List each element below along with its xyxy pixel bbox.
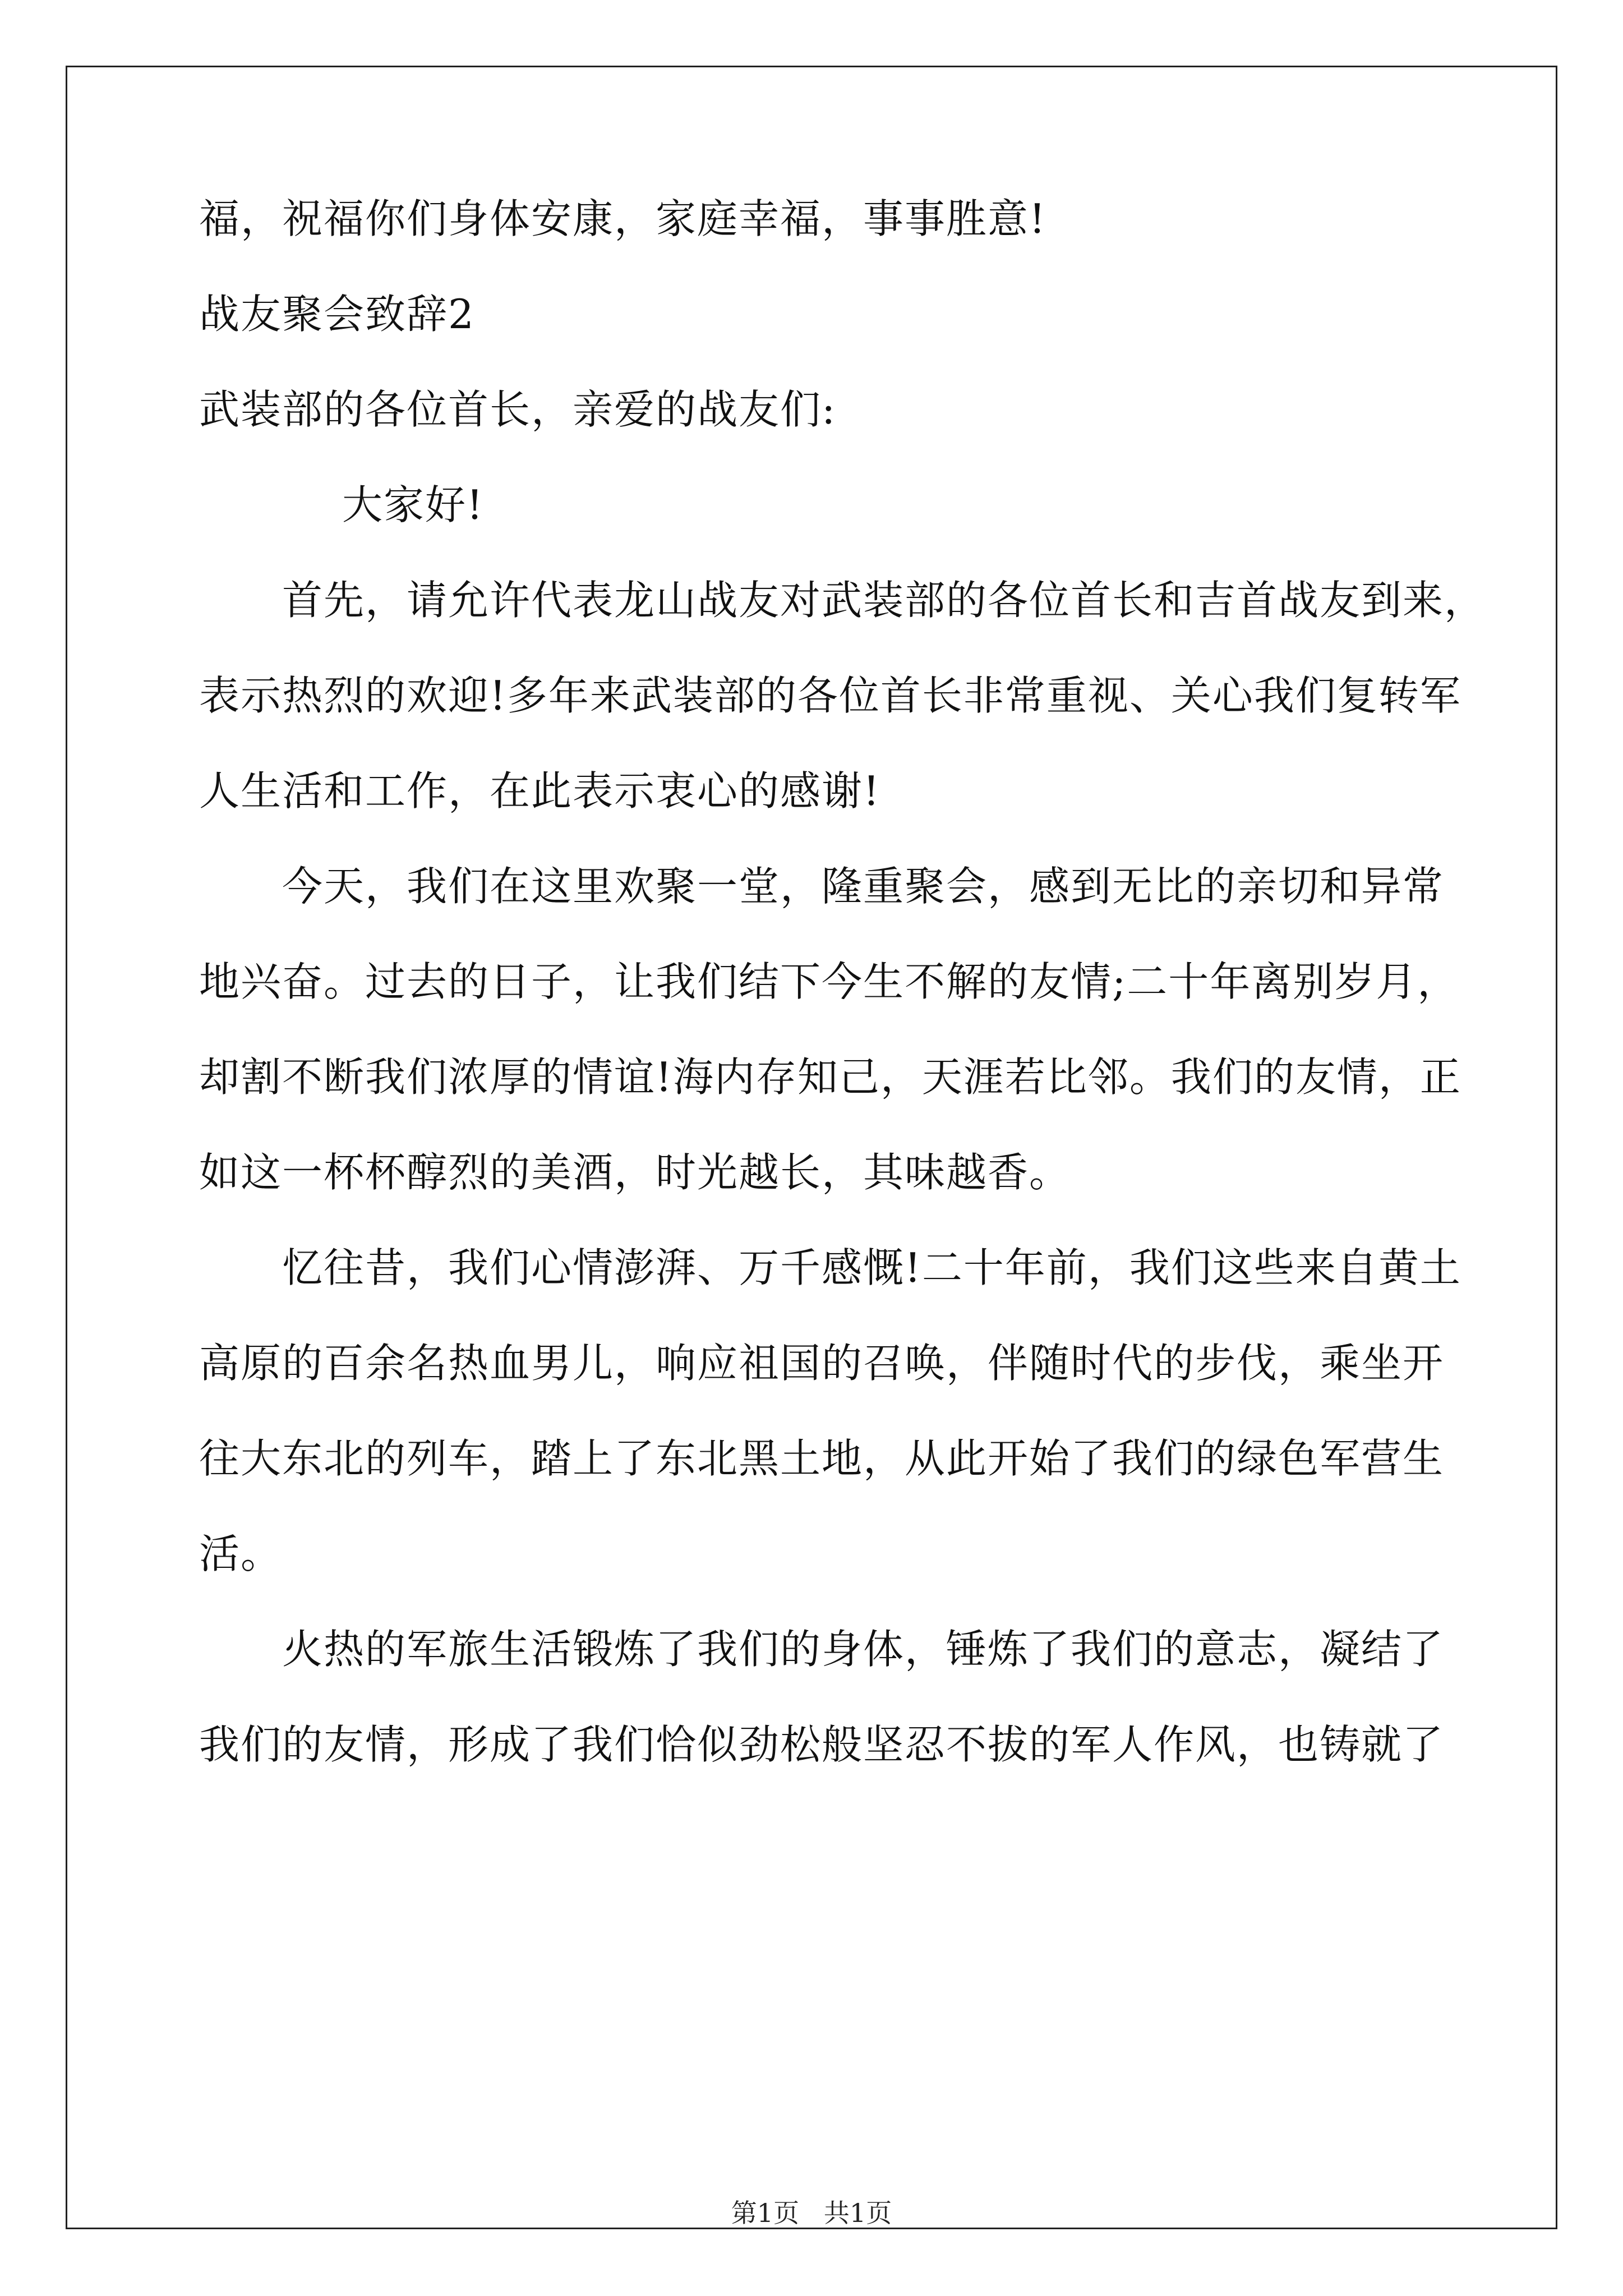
paragraph-line: 高原的百余名热血男儿，响应祖国的召唤，伴随时代的步伐，乘坐开	[199, 1340, 1445, 1387]
paragraph-line: 活。	[199, 1530, 283, 1577]
paragraph-line: 火热的军旅生活锻炼了我们的身体，锤炼了我们的意志，凝结了	[282, 1626, 1445, 1673]
paragraph-line: 地兴奋。过去的日子，让我们结下今生不解的友情;二十年离别岁月，	[199, 958, 1459, 1005]
paragraph-line: 如这一杯杯醇烈的美酒，时光越长，其味越香。	[199, 1149, 1071, 1196]
paragraph-line: 忆往昔，我们心情澎湃、万千感慨!二十年前，我们这些来自黄土	[282, 1244, 1461, 1291]
paragraph-line: 表示热烈的欢迎!多年来武装部的各位首长非常重视、关心我们复转军	[199, 672, 1461, 719]
paragraph-line: 今天，我们在这里欢聚一堂，隆重聚会，感到无比的亲切和异常	[282, 863, 1445, 910]
paragraph-line: 却割不断我们浓厚的情谊!海内存知己，天涯若比邻。我们的友情，正	[199, 1053, 1461, 1101]
salutation: 武装部的各位首长，亲爱的战友们:	[199, 386, 837, 433]
paragraph-line: 首先，请允许代表龙山战友对武装部的各位首长和吉首战友到来，	[282, 577, 1486, 624]
paragraph-line: 往大东北的列车，踏上了东北黑土地，从此开始了我们的绿色军营生	[199, 1435, 1445, 1482]
paragraph-line: 我们的友情，形成了我们恰似劲松般坚忍不拔的军人作风，也铸就了	[199, 1721, 1445, 1768]
section-heading: 战友聚会致辞2	[199, 291, 475, 338]
page-number-footer: 第1页 共1页	[731, 2198, 892, 2228]
paragraph-line: 人生活和工作，在此表示衷心的感谢!	[199, 767, 880, 815]
greeting: 大家好!	[342, 481, 484, 528]
text-line: 福，祝福你们身体安康，家庭幸福，事事胜意!	[199, 195, 1046, 242]
